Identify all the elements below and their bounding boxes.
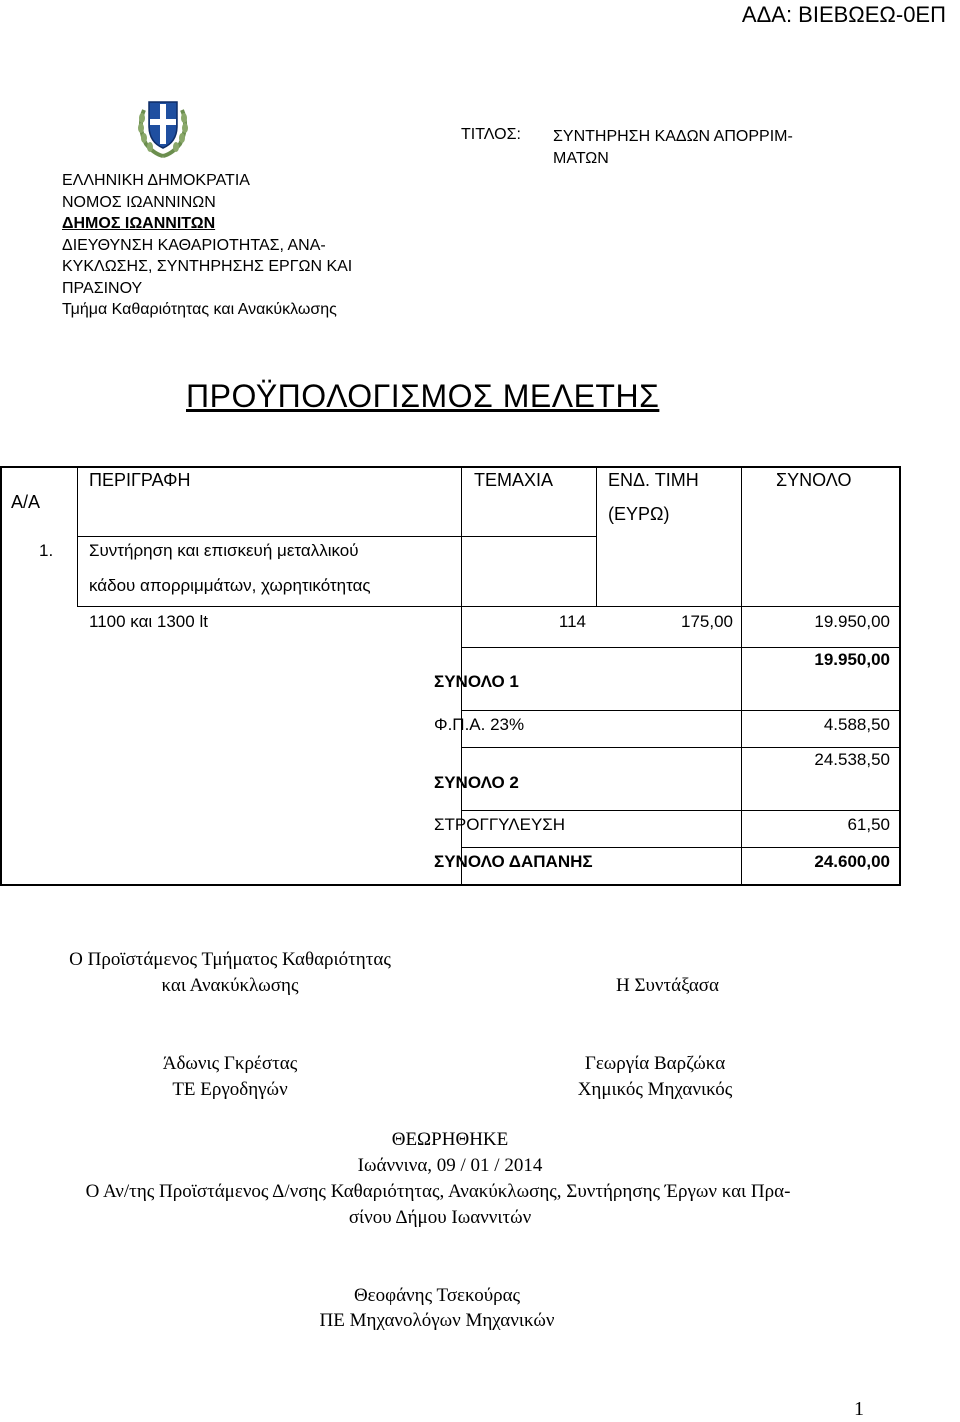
coat-of-arms-icon	[134, 96, 192, 158]
header-description: ΠΕΡΙΓΡΑΦΗ	[89, 470, 191, 490]
place-date: Ιωάννινα, 09 / 01 / 2014	[357, 1155, 543, 1176]
ada-code: ΑΔΑ: ΒΙΕΒΩΕΩ-0ΕΠ	[741, 2, 946, 27]
head-of-department-name: Άδωνις Γκρέστας	[162, 1053, 298, 1074]
head-of-department-title: Ο Προϊστάμενος Τμήματος Καθαριότητας	[69, 949, 391, 970]
approved-stamp-text: ΘΕΩΡΗΘΗΚΕ	[391, 1129, 509, 1150]
header-total: ΣΥΝΟΛΟ	[776, 470, 852, 490]
row-quantity: 114	[558, 612, 586, 631]
rounding-label: ΣΤΡΟΓΓΥΛΕΥΣΗ	[434, 815, 566, 834]
subtotal1-label: ΣΥΝΟΛΟ 1	[434, 672, 519, 691]
head-of-department-title: και Ανακύκλωσης	[161, 975, 299, 996]
row-description-line: κάδου απορριμμάτων, χωρητικότητας	[89, 576, 371, 595]
project-title-label: ΤΙΤΛΟΣ:	[461, 126, 521, 143]
org-line: ΝΟΜΟΣ ΙΩΑΝΝΙΝΩΝ	[62, 193, 216, 211]
budget-table	[0, 466, 901, 886]
subtotal2-value: 24.538,50	[814, 750, 890, 769]
author-role: Χημικός Μηχανικός	[577, 1079, 733, 1100]
org-line: ΕΛΛΗΝΙΚΗ ΔΗΜΟΚΡΑΤΙΑ	[62, 172, 250, 189]
department-name: Τμήμα Καθαριότητας και Ανακύκλωσης	[62, 301, 337, 318]
page-title: ΠΡΟΫΠΟΛΟΓΙΣΜΟΣ ΜΕΛΕΤΗΣ	[186, 378, 660, 414]
author-title: Η Συντάξασα	[615, 975, 720, 996]
row-description-line: 1100 και 1300 lt	[89, 612, 208, 631]
rounding-value: 61,50	[847, 815, 890, 834]
subtotal2-label: ΣΥΝΟΛΟ 2	[434, 773, 519, 792]
row-total: 19.950,00	[814, 612, 890, 631]
header-unit-price-currency: (ΕΥΡΩ)	[608, 504, 670, 524]
vat-label: Φ.Π.Α. 23%	[434, 715, 525, 734]
org-line: ΠΡΑΣΙΝΟΥ	[62, 279, 143, 297]
org-line: ΔΙΕΥΘΥΝΣΗ ΚΑΘΑΡΙΟΤΗΤΑΣ, ΑΝΑ-	[62, 236, 326, 254]
header-unit-price: ΕΝΔ. ΤΙΜΗ	[608, 470, 699, 490]
project-title-line: ΜΑΤΩΝ	[553, 150, 609, 167]
vat-value: 4.588,50	[823, 715, 890, 734]
subtotal1-value: 19.950,00	[814, 650, 890, 669]
issuing-authority	[62, 170, 352, 321]
approver-name: Θεοφάνης Τσεκούρας	[353, 1285, 521, 1306]
municipality-name: ΔΗΜΟΣ ΙΩΑΝΝΙΤΩΝ	[62, 215, 216, 232]
page-number: 1	[854, 1398, 864, 1420]
approver-title: σίνου Δήμου Ιωαννιτών	[348, 1207, 532, 1228]
row-unit-price: 175,00	[681, 612, 733, 631]
row-description-line: Συντήρηση και επισκευή μεταλλικού	[89, 541, 359, 560]
grand-total-value: 24.600,00	[814, 852, 890, 871]
approver-role: ΠΕ Μηχανολόγων Μηχανικών	[319, 1310, 555, 1331]
header-quantity: ΤΕΜΑΧΙΑ	[474, 470, 554, 490]
head-of-department-role: ΤΕ Εργοδηγών	[172, 1079, 288, 1100]
header-aa: Α/Α	[11, 492, 41, 512]
approver-title: Ο Αν/της Προϊστάμενος Δ/νσης Καθαριότητας, Ανακύκλωσης, Συντήρησης Έργων και Πρα-	[85, 1181, 791, 1202]
grand-total-label: ΣΥΝΟΛΟ ΔΑΠΑΝΗΣ	[434, 852, 593, 871]
author-name: Γεωργία Βαρζώκα	[584, 1053, 726, 1074]
project-title-value	[553, 126, 833, 170]
row-aa: 1.	[39, 541, 54, 560]
org-line: ΚΥΚΛΩΣΗΣ, ΣΥΝΤΗΡΗΣΗΣ ΕΡΓΩΝ ΚΑΙ	[62, 258, 353, 275]
project-title-line: ΣΥΝΤΗΡΗΣΗ ΚΑΔΩΝ ΑΠΟΡΡΙΜ-	[553, 128, 793, 145]
